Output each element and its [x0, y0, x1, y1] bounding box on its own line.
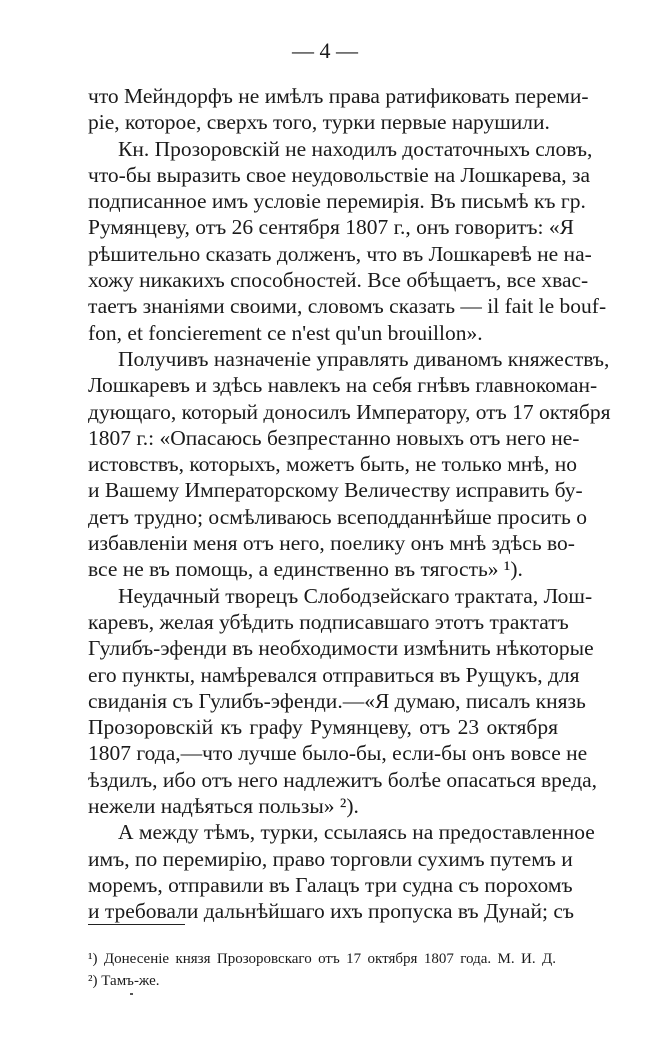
body-text: [88, 83, 611, 925]
text-line: подписанное имъ условіе перемирія. Въ письмѣ къ гр.: [88, 189, 586, 214]
text-line: дующаго, который доносилъ Императору, отъ 17 октября: [88, 399, 611, 424]
text-line: хожу никакихъ способностей. Все обѣщаетъ, все хвас-: [88, 268, 589, 293]
text-line: что Мейндорфъ не имѣлъ права ратификовать переми-: [88, 84, 589, 108]
text-line: Прозоровскій къ графу Румянцеву, отъ 23 октября: [88, 715, 558, 740]
text-line: Неудачный творецъ Слободзейскаго трактата, Лош-: [118, 583, 593, 608]
text-line: все не въ помощь, а единственно въ тягость» ¹).: [88, 557, 523, 582]
text-line: Гулибъ-эфенди въ необходимости измѣнить нѣкоторые: [88, 636, 594, 661]
text-line: fon, et foncierement ce n'est qu'un brouillon».: [88, 320, 483, 345]
text-line: и требовали дальнѣйшаго ихъ пропуска въ Дунай; съ: [88, 899, 574, 924]
text-line: ѣздилъ, ибо отъ него надлежитъ болѣе опасаться вреда,: [88, 767, 598, 792]
text-line: его пункты, намѣревался отправиться въ Рущукъ, для: [88, 662, 580, 687]
text-line: избавленіи меня отъ него, поелику онъ мнѣ здѣсь во-: [88, 531, 575, 556]
text-line: что-бы выразить свое неудовольствіе на Лошкарева, за: [88, 162, 591, 187]
footnote-divider: [88, 924, 185, 925]
text-line: и Вашему Императорскому Величеству исправить бу-: [88, 478, 583, 503]
text-line: нежели надѣяться пользы» ²).: [88, 794, 359, 819]
text-line: 1807 года,—что лучше было-бы, если-бы онъ вовсе не: [88, 741, 588, 766]
footnote-2: ²) Тамъ-же.: [88, 973, 160, 989]
text-line: свиданія съ Гулибъ-эфенди.—«Я думаю, писалъ князь: [88, 688, 586, 713]
text-line: Лошкаревъ и здѣсь навлекъ на себя гнѣвъ главнокоман-: [88, 373, 598, 398]
footnote-1: ¹) Донесеніе князя Прозоровскаго отъ 17 октября 1807 года. М. И. Д.: [88, 951, 556, 967]
text-line: ріе, которое, сверхъ того, турки первые нарушили.: [88, 110, 550, 135]
text-line: Получивъ назначеніе управлять диваномъ княжествъ,: [118, 346, 610, 371]
text-line: А между тѣмъ, турки, ссылаясь на предоставленное: [118, 820, 595, 845]
text-line: каревъ, желая убѣдить подписавшаго этотъ трактатъ: [88, 609, 569, 634]
text-line: истовствъ, которыхъ, можетъ быть, не только мнѣ, но: [88, 452, 577, 477]
page-number: — 4 —: [292, 38, 358, 63]
text-line: моремъ, отправили въ Галацъ три судна съ порохомъ: [88, 872, 573, 897]
text-line: Румянцеву, отъ 26 сентября 1807 г., онъ говоритъ: «Я: [88, 215, 574, 240]
text-line: детъ трудно; осмѣливаюсь всеподданнѣйше просить о: [88, 504, 587, 529]
text-line: 1807 г.: «Опасаюсь безпрестанно новыхъ отъ него не-: [88, 425, 580, 450]
text-line: рѣшительно сказать долженъ, что въ Лошкаревѣ не на-: [88, 241, 592, 266]
scan-speck: [130, 993, 133, 995]
text-line: Кн. Прозоровскій не находилъ достаточныхъ словъ,: [118, 136, 593, 161]
text-line: таетъ знаніями своими, словомъ сказать — il fait le bouf-: [88, 294, 607, 319]
text-line: имъ, по перемирію, право торговли сухимъ путемъ и: [88, 846, 573, 871]
